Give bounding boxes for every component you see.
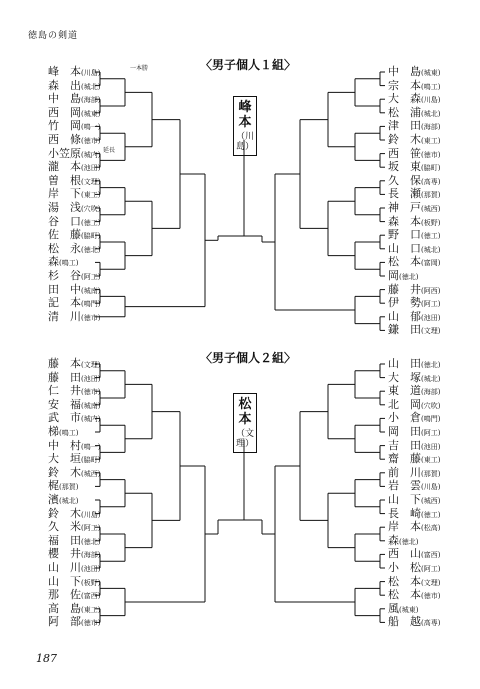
competitor-school: (高専): [421, 177, 441, 186]
competitor-name: 岩 雲: [388, 479, 421, 493]
competitor-school: (徳市): [81, 313, 101, 322]
competitor-name: 湯 浅: [48, 201, 81, 214]
competitor-name: 大 森: [388, 92, 421, 106]
competitor-school: (徳市): [421, 150, 441, 159]
competitor-school: (城東): [399, 605, 419, 614]
competitor-school: (板野): [421, 218, 441, 227]
competitor-school: (那賀): [421, 469, 441, 478]
competitor-name: 齋 藤: [388, 452, 421, 466]
competitor-name: 竹 岡: [48, 119, 81, 133]
group2-champion-given: 本: [238, 412, 252, 427]
competitor-name: 長 崎: [388, 506, 421, 520]
competitor-school: (鳴工): [421, 82, 441, 91]
competitor-school: (鳴門): [81, 300, 101, 309]
competitor-school: (東工): [81, 605, 101, 614]
competitor-school: (那賀): [59, 483, 79, 492]
page-header: 徳島の剣道: [28, 31, 79, 41]
competitor-name: 杉 谷: [48, 269, 81, 282]
competitor-school: (阿工): [421, 429, 441, 437]
competitor-name: 阿 部: [48, 615, 81, 629]
competitor-name: 那 佐: [48, 588, 81, 602]
competitor-name: 中 島: [388, 65, 421, 78]
competitor-name: 仁 井: [48, 384, 81, 398]
group2-title: 〈男子個人２組〉: [200, 351, 297, 365]
competitor-school: (城北): [421, 374, 441, 383]
competitor-name: 神 戸: [388, 201, 421, 214]
competitor-school: (徳工): [421, 232, 441, 241]
group2-champion-school: （文理）: [235, 429, 254, 449]
competitor-school: (東工): [421, 137, 441, 145]
competitor-name: 津 田: [388, 119, 421, 133]
competitor-name: 山 下: [48, 574, 81, 588]
competitor-school: (鳴一): [81, 442, 101, 451]
competitor-name: 船 越: [388, 615, 421, 629]
competitor-school: (城北): [421, 245, 441, 254]
competitor-name: 山 川: [48, 561, 81, 574]
competitor-school: (阿工): [81, 273, 101, 281]
competitor-name: 小 倉: [388, 411, 421, 425]
competitor-name: 野 口: [388, 228, 421, 242]
competitor-school: (城南): [81, 286, 101, 295]
competitor-school: (阿工): [81, 524, 101, 533]
competitor-name: 山 下: [388, 493, 421, 506]
competitor-school: (阿西): [421, 286, 441, 295]
competitor-name: 中 村: [48, 438, 81, 452]
competitor-name: 藤 田: [48, 370, 81, 384]
competitor-name: 安 福: [48, 397, 81, 411]
competitor-name: 藤 本: [48, 357, 81, 370]
competitor-name: 峰 本: [48, 65, 81, 78]
competitor-name: 森: [48, 255, 59, 269]
competitor-school: (徳市): [421, 592, 441, 601]
competitor-name: 佐 藤: [48, 228, 81, 242]
group1-title: 〈男子個人１組〉: [200, 58, 297, 72]
competitor-school: (城内): [81, 150, 101, 159]
competitor-school: (徳北): [81, 537, 101, 546]
competitor-school: (穴吹): [421, 401, 441, 410]
competitor-name: 大 垣: [48, 452, 81, 466]
competitor-name: 岸 下: [48, 187, 81, 201]
competitor-name: 鈴 木: [48, 465, 81, 479]
competitor-name: 森 本: [388, 214, 421, 228]
competitor-school: (脇町): [81, 456, 101, 465]
group1-champion-surname: 峰: [238, 100, 252, 115]
competitor-school: (城西): [421, 205, 441, 213]
competitor-school: (城西): [421, 497, 441, 505]
competitor-school: (阿工): [421, 300, 441, 309]
competitor-school: (松高): [421, 524, 441, 533]
competitor-school: (文理): [81, 361, 101, 369]
competitor-name: 田 中: [48, 282, 81, 296]
competitor-name: 高 島: [48, 601, 81, 615]
competitor-name: 森: [388, 533, 399, 547]
competitor-name: 鈴 木: [388, 133, 421, 146]
competitor-name: 松 永: [48, 241, 81, 255]
competitor-name: 西 條: [48, 133, 81, 146]
competitor-name: 山 郁: [388, 309, 421, 323]
competitor-school: (海部): [421, 123, 441, 132]
competitor-school: (板野): [81, 578, 101, 587]
competitor-name: 櫻 井: [48, 547, 81, 561]
competitor-school: (脇町): [81, 232, 101, 241]
competitor-school: (富西): [81, 592, 101, 601]
competitor-name: 松 本: [388, 255, 421, 269]
competitor-school: (徳工): [81, 218, 101, 227]
competitor-school: (城北): [59, 497, 79, 505]
competitor-school: (城北): [421, 109, 441, 118]
competitor-name: 宗 本: [388, 78, 421, 92]
competitor-school: (池田): [81, 565, 101, 573]
encho-note: 延長: [103, 147, 116, 154]
group1-champion-given: 本: [238, 115, 252, 130]
competitor-name: 中 島: [48, 92, 81, 106]
competitor-name: 東 道: [388, 384, 421, 398]
competitor-name: 松 本: [388, 574, 421, 588]
competitor-name: 小 松: [388, 561, 421, 574]
competitor-name: 山 口: [388, 241, 421, 255]
competitor-name: 前 川: [388, 465, 421, 479]
competitor-name: 松 浦: [388, 105, 421, 119]
competitor-name: 森 出: [48, 78, 81, 92]
competitor-name: 伊 勢: [388, 296, 421, 310]
competitor-school: (城東): [421, 69, 441, 77]
competitor-name: 久 米: [48, 520, 81, 534]
competitor-name: 松 本: [388, 588, 421, 602]
competitor-name: 坂 東: [388, 160, 421, 174]
competitor-school: (川島): [81, 69, 101, 77]
competitor-school: (徳北): [399, 273, 419, 281]
group2-champion-surname: 松: [238, 397, 252, 412]
competitor-school: (池田): [81, 164, 101, 173]
competitor-school: (鳴工): [59, 259, 79, 268]
competitor-name: 岸 本: [388, 520, 421, 534]
competitor-school: (那賀): [421, 191, 441, 200]
competitor-school: (城内): [81, 415, 101, 424]
competitor-school: (池田): [421, 313, 441, 322]
competitor-school: (海部): [81, 96, 101, 105]
competitor-name: 清 川: [48, 309, 81, 323]
competitor-name: 風: [388, 601, 399, 615]
competitor-name: 西 山: [388, 547, 421, 561]
competitor-name: 福 田: [48, 533, 81, 547]
competitor-school: (川島): [421, 96, 441, 105]
competitor-name: 記 本: [48, 296, 81, 310]
competitor-school: (徳市): [81, 137, 101, 145]
ippon-note: 一本勝: [130, 65, 149, 72]
competitor-name: 谷 口: [48, 214, 81, 228]
competitor-name: 西 岡: [48, 105, 81, 119]
competitor-school: (海部): [421, 388, 441, 397]
competitor-school: (徳北): [399, 537, 419, 546]
competitor-school: (徳市): [81, 388, 101, 397]
competitor-name: 西 笹: [388, 146, 421, 160]
group1-champion-school: （川島）: [235, 132, 254, 152]
competitor-school: (高専): [421, 619, 441, 628]
competitor-school: (東工): [421, 456, 441, 465]
competitor-school: (阿工): [421, 565, 441, 573]
competitor-school: (城北): [81, 82, 101, 91]
competitor-school: (海部): [81, 551, 101, 560]
competitor-name: 岡 田: [388, 425, 421, 438]
competitor-name: 藤 井: [388, 282, 421, 296]
competitor-school: (文理): [81, 177, 101, 186]
competitor-school: (鳴一): [81, 123, 101, 132]
competitor-school: (城南): [81, 401, 101, 410]
competitor-school: (脇町): [421, 164, 441, 173]
competitor-school: (穴吹): [81, 205, 101, 213]
competitor-name: 久 保: [388, 173, 421, 187]
competitor-school: (鳴門): [421, 415, 441, 424]
competitor-school: (文理): [421, 327, 441, 336]
competitor-school: (東工): [81, 191, 101, 200]
competitor-name: 瀧 本: [48, 160, 81, 174]
competitor-school: (川島): [421, 483, 441, 492]
competitor-name: 梯: [48, 425, 59, 438]
competitor-school: (富西): [421, 551, 441, 560]
competitor-school: (鳴工): [59, 429, 79, 437]
competitor-school: (城東): [81, 109, 101, 118]
competitor-school: (徳市): [81, 619, 101, 628]
competitor-name: 小笠原: [48, 146, 81, 160]
competitor-school: (徳北): [421, 361, 441, 369]
competitor-name: 武 市: [48, 411, 81, 425]
competitor-name: 岡: [388, 269, 399, 282]
competitor-name: 曽 根: [48, 173, 81, 187]
competitor-name: 大 塚: [388, 370, 421, 384]
competitor-school: (富岡): [421, 259, 441, 268]
competitor-school: (徳工): [421, 510, 441, 519]
competitor-school: (徳北): [81, 245, 101, 254]
competitor-school: (池田): [421, 442, 441, 451]
competitor-school: (城西): [81, 469, 101, 478]
competitor-school: (文理): [421, 578, 441, 587]
competitor-name: 山 田: [388, 357, 421, 370]
competitor-name: 濱: [48, 493, 59, 506]
competitor-name: 北 岡: [388, 397, 421, 411]
competitor-name: 長 瀬: [388, 187, 421, 201]
competitor-school: (池田): [81, 374, 101, 383]
page-number: 187: [36, 652, 57, 665]
competitor-name: 梶: [48, 479, 59, 493]
competitor-name: 鎌 田: [388, 323, 421, 337]
competitor-school: (川島): [81, 510, 101, 519]
competitor-name: 吉 田: [388, 438, 421, 452]
competitor-name: 鈴 木: [48, 506, 81, 520]
